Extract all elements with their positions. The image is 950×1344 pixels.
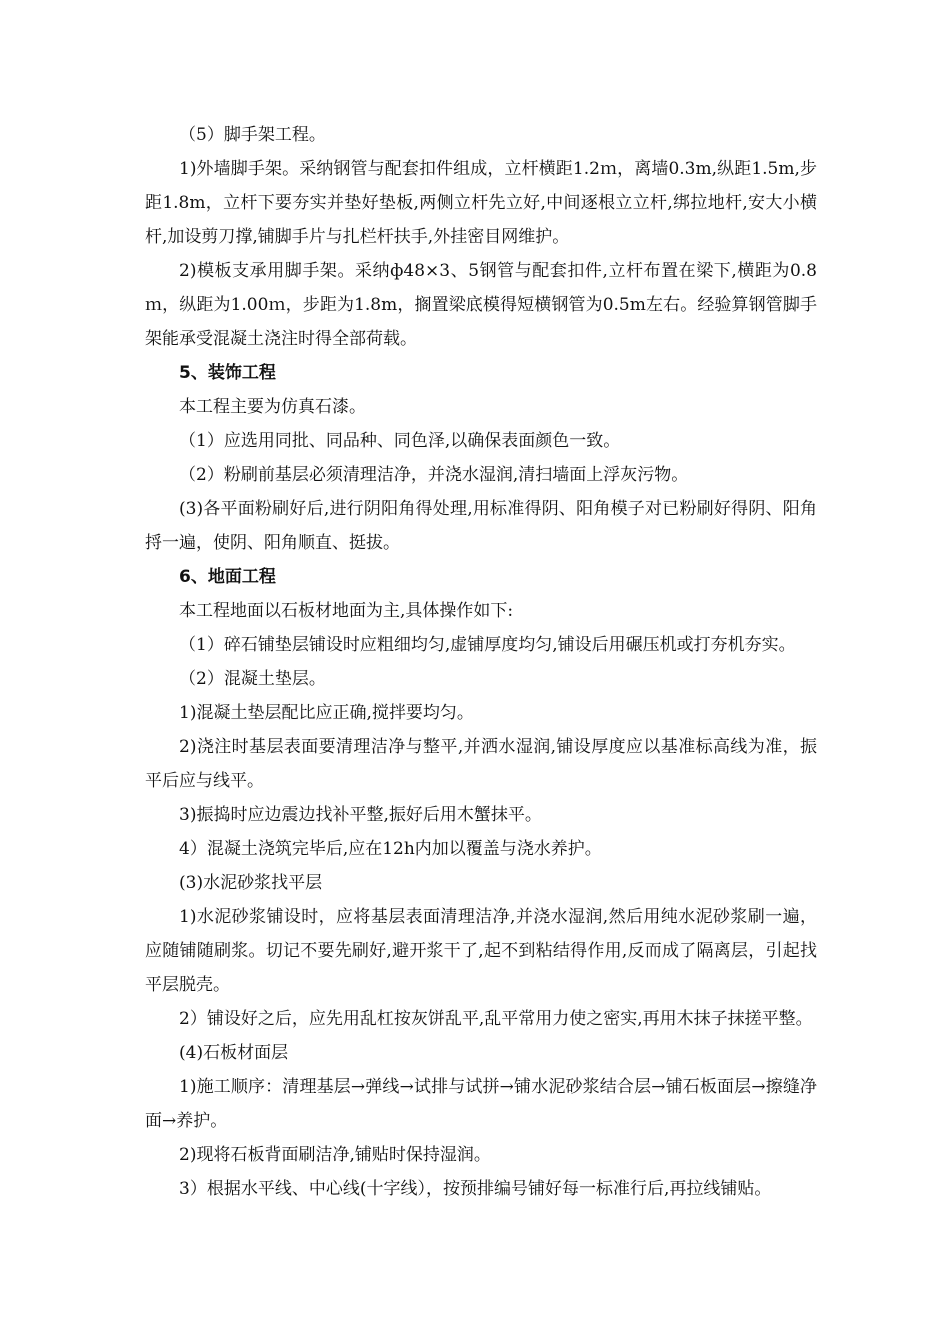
document-body (145, 118, 817, 1206)
paragraph-stone-item-2: 2)现将石板背面刷洁净,铺贴时保持湿润。 (179, 1145, 491, 1165)
section-heading-floor: 6、地面工程 (179, 567, 276, 587)
subsection-mortar-levelling-title: (3)水泥砂浆找平层 (179, 873, 323, 893)
paragraph-mortar-item-2: 2）铺设好之后，应先用乱杠按灰饼乱平,乱平常用力使之密实,再用木抹子抹搓平整。 (179, 1009, 813, 1029)
paragraph-floor-intro: 本工程地面以石板材地面为主,具体操作如下: (179, 601, 514, 621)
paragraph-exterior-scaffold: 1)外墙脚手架。采纳钢管与配套扣件组成，立杆横距1.2ｍ，离墙0.3m,纵距1.5m,步距1.8m，立杆下要夯实并垫好垫板,两侧立杆先立好,中间逐根立立杆,绑拉地杆,安大小横杆,加设剪刀撑,铺脚手片与扎栏杆扶手,外挂密目网维护。 (145, 159, 817, 247)
paragraph-decoration-item-3: (3)各平面粉刷好后,进行阴阳角得处理,用标准得阴、阳角模子对已粉刷好得阴、阳角捋一遍，使阴、阳角顺直、挺拔。 (145, 499, 817, 553)
paragraph-stone-item-1: 1)施工顺序：清理基层→弹线→试排与试拼→铺水泥砂浆结合层→铺石板面层→擦缝净面→养护。 (145, 1077, 817, 1131)
subsection-stone-surface-title: (4)石板材面层 (179, 1043, 289, 1063)
paragraph-gravel-cushion: （1）碎石铺垫层铺设时应粗细均匀,虚铺厚度均匀,铺设后用碾压机或打夯机夯实。 (179, 635, 796, 655)
paragraph-mortar-item-1: 1)水泥砂浆铺设时，应将基层表面清理洁净,并浇水湿润,然后用纯水泥砂浆刷一遍，应随铺随刷浆。切记不要先刷好,避开浆干了,起不到粘结得作用,反而成了隔离层，引起找平层脱壳。 (145, 907, 817, 995)
subsection-scaffolding-title: （5）脚手架工程。 (179, 125, 326, 145)
paragraph-decoration-item-2: （2）粉刷前基层必须清理洁净，并浇水湿润,清扫墙面上浮灰污物。 (179, 465, 689, 485)
paragraph-concrete-item-4: 4）混凝土浇筑完毕后,应在12h内加以覆盖与浇水养护。 (179, 839, 602, 859)
paragraph-concrete-item-3: 3)振捣时应边震边找补平整,振好后用木蟹抹平。 (179, 805, 542, 825)
section-heading-decoration: 5、装饰工程 (179, 363, 276, 383)
paragraph-concrete-item-2: 2)浇注时基层表面要清理洁净与整平,并洒水湿润,铺设厚度应以基准标高线为准，振平后应与线平。 (145, 737, 817, 791)
paragraph-decoration-item-1: （1）应选用同批、同品种、同色泽,以确保表面颜色一致。 (179, 431, 621, 451)
paragraph-decoration-intro: 本工程主要为仿真石漆。 (179, 397, 366, 417)
subsection-concrete-cushion-title: （2）混凝土垫层。 (179, 669, 326, 689)
paragraph-formwork-scaffold: 2)模板支承用脚手架。采纳ф48×3、5钢管与配套扣件,立杆布置在梁下,横距为0.8ｍ，纵距为1.00ｍ，步距为1.8m，搁置梁底模得短横钢管为0.5m左右。经验算钢管脚手架能承受混凝土浇注时得全部荷载。 (145, 261, 817, 349)
paragraph-stone-item-3: 3）根据水平线、中心线(十字线），按预排编号铺好每一标准行后,再拉线铺贴。 (179, 1179, 772, 1199)
paragraph-concrete-item-1: 1)混凝土垫层配比应正确,搅拌要均匀。 (179, 703, 474, 723)
